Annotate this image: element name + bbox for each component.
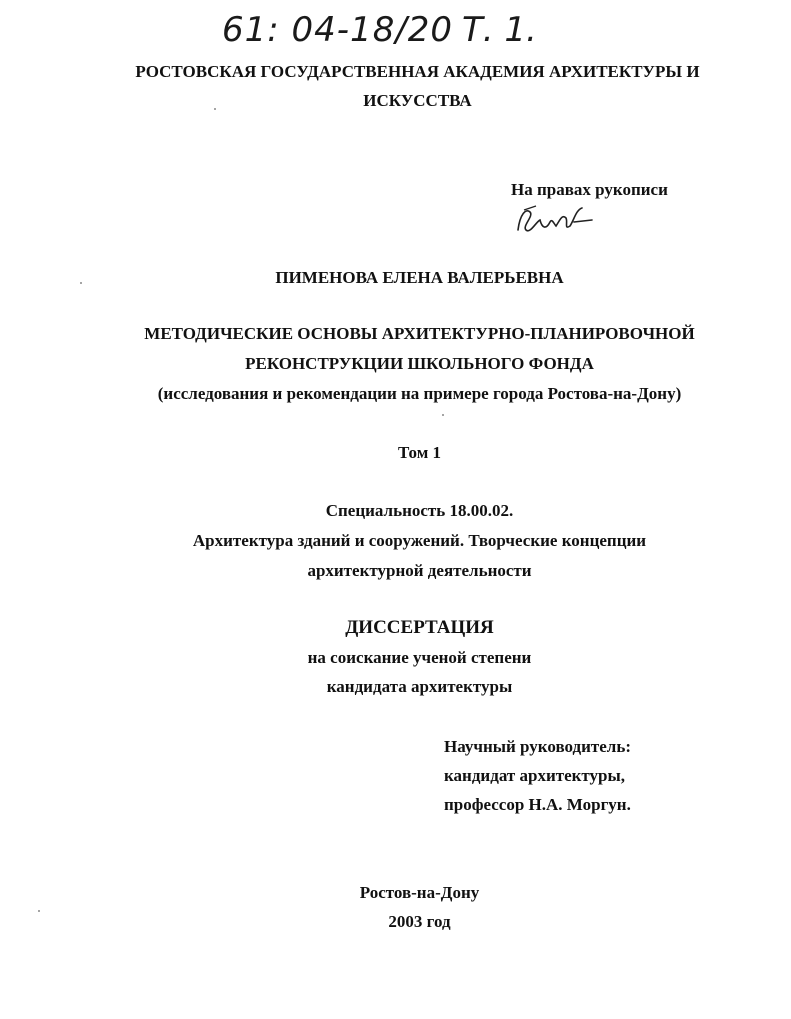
- institution-line-1: РОСТОВСКАЯ ГОСУДАРСТВЕННАЯ АКАДЕМИЯ АРХИТЕКТУРЫ И: [135, 62, 700, 81]
- scan-speck: [80, 282, 82, 284]
- dissertation-line-1: на соискание ученой степени: [307, 648, 532, 667]
- title-line-1: МЕТОДИЧЕСКИЕ ОСНОВЫ АРХИТЕКТУРНО-ПЛАНИРОВОЧНОЙ: [144, 324, 695, 343]
- author-signature-icon: [512, 200, 602, 240]
- specialty-line-1: Архитектура зданий и сооружений. Творческие концепции: [192, 531, 647, 550]
- scan-speck: [442, 414, 444, 416]
- volume-label: Том 1: [397, 443, 442, 462]
- supervisor-degree: кандидат архитектуры,: [444, 766, 626, 785]
- scan-speck: [38, 910, 40, 912]
- city: Ростов-на-Дону: [359, 883, 480, 902]
- year: 2003 год: [388, 912, 451, 931]
- author-name: ПИМЕНОВА ЕЛЕНА ВАЛЕРЬЕВНА: [275, 268, 564, 287]
- dissertation-line-2: кандидата архитектуры: [326, 677, 513, 696]
- institution-line-2: ИСКУССТВА: [363, 91, 472, 110]
- supervisor-name: профессор Н.А. Моргун.: [444, 795, 631, 814]
- archive-mark: 61: 04-18/20: [222, 10, 454, 50]
- rights-note: На правах рукописи: [511, 180, 668, 199]
- specialty-code: Специальность 18.00.02.: [325, 501, 514, 520]
- volume-mark: Т. 1.: [462, 10, 537, 50]
- supervisor-label: Научный руководитель:: [444, 737, 631, 756]
- scan-speck: [214, 108, 216, 110]
- specialty-line-2: архитектурной деятельности: [307, 561, 532, 580]
- title-line-2: РЕКОНСТРУКЦИИ ШКОЛЬНОГО ФОНДА: [245, 354, 594, 373]
- title-subtitle: (исследования и рекомендации на примере города Ростова-на-Дону): [157, 384, 682, 403]
- dissertation-heading: ДИССЕРТАЦИЯ: [345, 617, 494, 638]
